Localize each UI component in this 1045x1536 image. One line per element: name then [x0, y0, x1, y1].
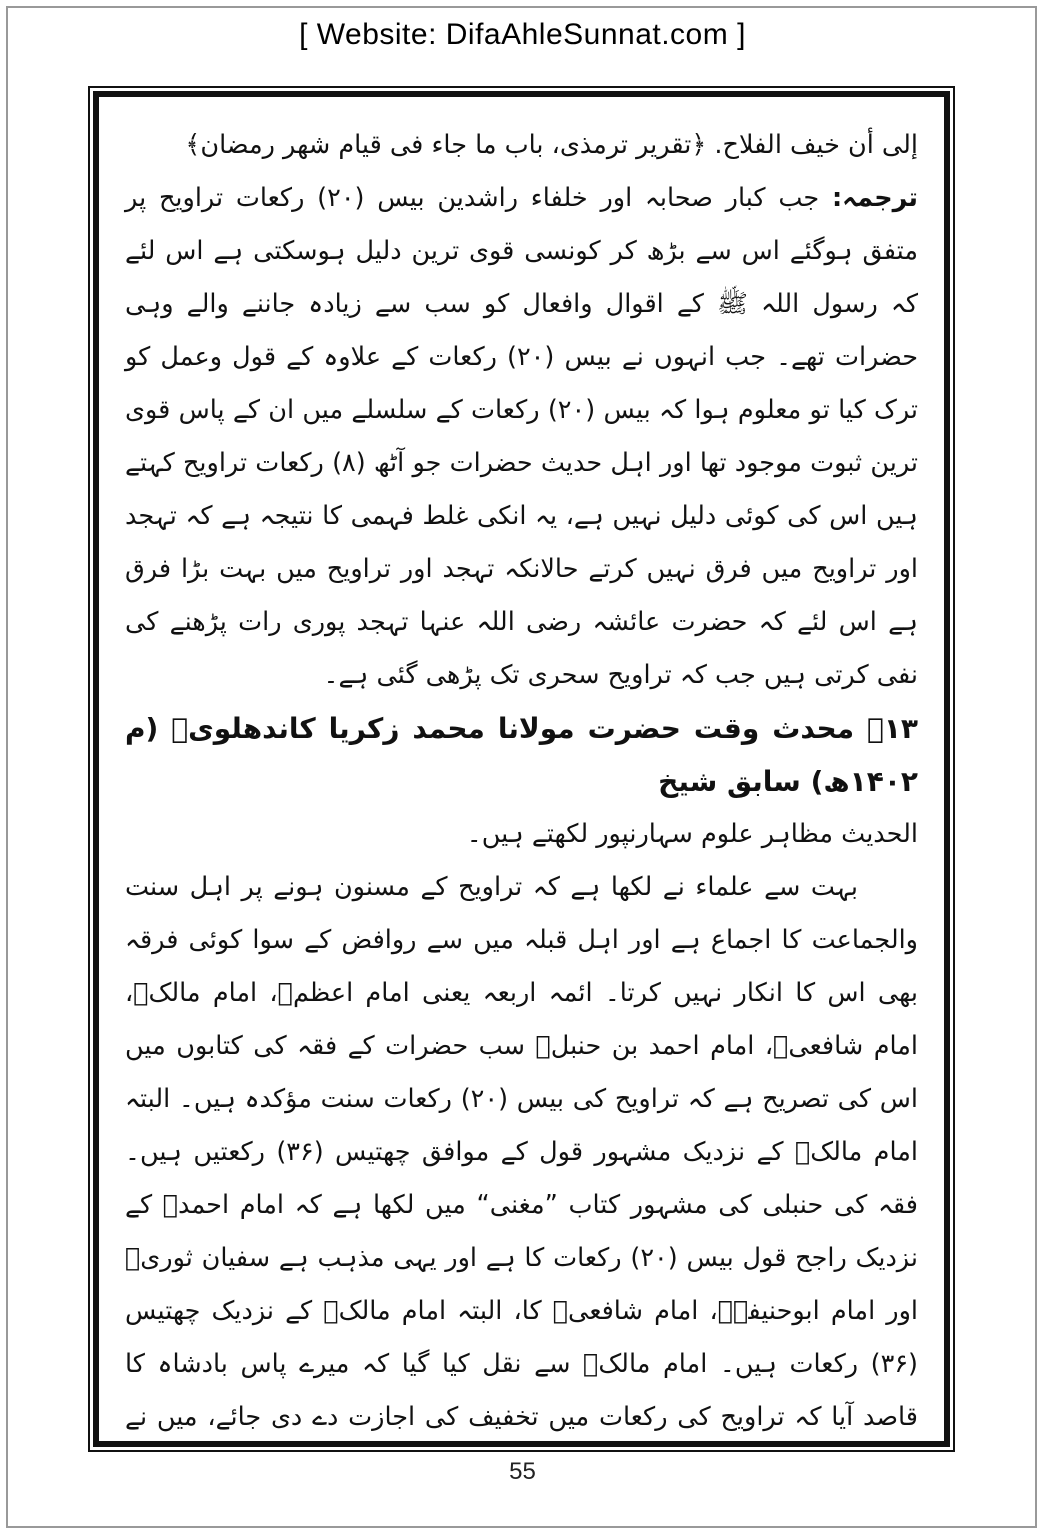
page-content: [125, 119, 918, 1447]
translation-text: جب کبار صحابہ اور خلفاء راشدین بیس (۲۰) رکعات تراویح پر متفق ہوگئے اس سے بڑھ کر کونسی قوی ترین دلیل ہوسکتی ہے اس لئے کہ رسول اللہ ﷺ کے اقوال وافعال کو سب سے زیادہ جاننے والے وہی حضرات تھے۔ جب انہوں نے بیس (۲۰) رکعات کے علاوہ کے قول وعمل کو ترک کیا تو معلوم ہوا کہ بیس (۲۰) رکعات کے سلسلے میں ان کے پاس قوی ترین ثبوت موجود تھا اور اہل حدیث حضرات جو آٹھ (۸) رکعات تراویح کہتے ہیں اس کی کوئی دلیل نہیں ہے، یہ انکی غلط فہمی کا نتیجہ ہے کہ تہجد اور تراویح میں فرق نہیں کرتے حالانکہ تہجد اور تراویح میں بہت بڑا فرق ہے اس لئے کہ حضرت عائشہ رضی اللہ عنہا تہجد پوری رات پڑھنے کی نفی کرتی ہیں جب کہ تراویح سحری تک پڑھی گئی ہے۔: [125, 183, 919, 690]
text-box: [93, 91, 950, 1447]
translation-label: ترجمہ:: [831, 183, 919, 213]
section-heading-continuation: الحدیث مظاہر علوم سہارنپور لکھتے ہیں۔: [466, 819, 918, 849]
translation-paragraph: [125, 172, 918, 702]
website-header: [ Website: DifaAhleSunnat.com ]: [299, 18, 746, 51]
opening-line: إلى أن خيف الفلاح. ﴿تقرير ترمذی، باب ما جاء فی قیام شهر رمضان﴾: [185, 130, 918, 160]
page-number: 55: [509, 1458, 536, 1485]
main-paragraph: بہت سے علماء نے لکھا ہے کہ تراویح کے مسنون ہونے پر اہل سنت والجماعت کا اجماع ہے اور اہل قبلہ میں سے روافض کے سوا کوئی فرقہ بھی اس کا انکار نہیں کرتا۔ ائمہ اربعہ یعنی امام اعظمؒ، امام مالکؒ، امام شافعیؒ، امام احمد بن حنبلؒ سب حضرات کے فقہ کی کتابوں میں اس کی تصریح ہے کہ تراویح کی بیس (۲۰) رکعات سنت مؤکدہ ہیں۔ البتہ امام مالکؒ کے نزدیک مشہور قول کے موافق چھتیس (۳۶) رکعتیں ہیں۔ فقہ کی حنبلی کی مشہور کتاب ”مغنی“ میں لکھا ہے کہ امام احمدؒ کے نزدیک راجح قول بیس (۲۰) رکعات کا ہے اور یہی مذہب ہے سفیان ثوریؒ اور امام ابوحنیفہؒ، امام شافعیؒ کا، البتہ امام مالکؒ کے نزدیک چھتیس (۳۶) رکعات ہیں۔ امام مالکؒ سے نقل کیا گیا کہ میرے پاس بادشاہ کا قاصد آیا کہ تراویح کی رکعات میں تخفیف کی اجازت دے دی جائے، میں نے: [125, 872, 918, 1432]
section-heading: ۱۳﴾ محدث وقت حضرت مولانا محمد زکریا کاندھلویؒ (م ۱۴۰۲ھ) سابق شیخ: [125, 712, 918, 798]
